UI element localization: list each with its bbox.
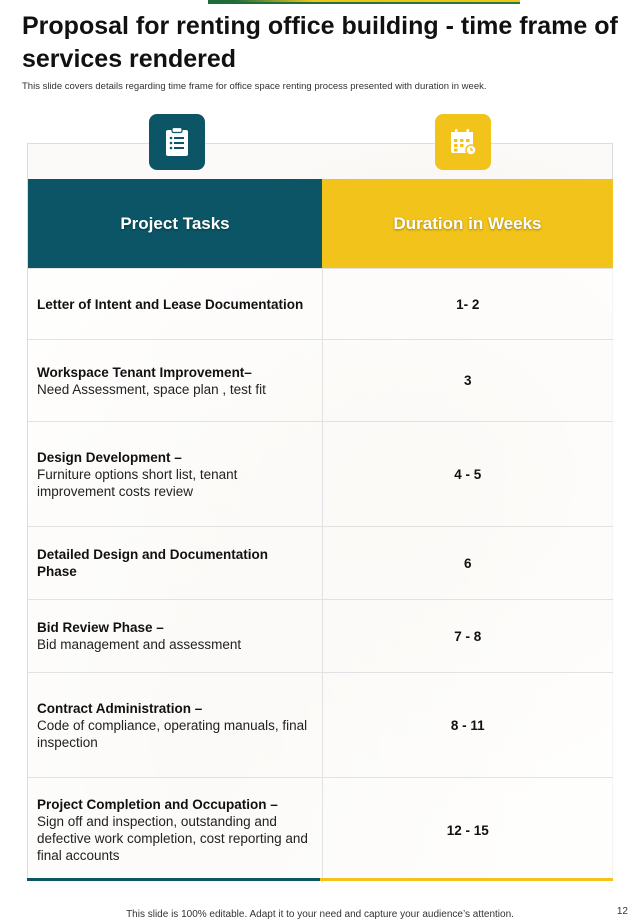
table-row [28,673,613,778]
duration-cell: 8 - 11 [322,673,613,778]
task-title: Bid Review Phase – [37,620,164,635]
task-title: Detailed Design and Documentation Phase [37,547,269,579]
task-cell [28,527,322,600]
task-description: Code of compliance, operating manuals, final inspection [37,717,308,750]
task-cell [28,422,322,527]
duration-cell: 1- 2 [322,269,613,340]
task-cell [28,269,322,340]
table-row [28,422,613,527]
duration-cell: 12 - 15 [322,778,613,883]
task-description: Bid management and assessment [37,637,242,652]
table-row [28,340,613,422]
duration-cell: 3 [322,340,613,422]
duration-cell: 6 [322,527,613,600]
page-title: Proposal for renting office building - time frame of services rendered [22,12,618,73]
table-bottom-rule [27,878,613,881]
table-row [28,778,613,883]
table-row [28,527,613,600]
task-cell [28,778,322,883]
task-cell [28,600,322,673]
header-duration-weeks: Duration in Weeks [322,179,613,269]
task-description: Need Assessment, space plan , test fit [37,381,266,397]
task-title: Design Development – [37,449,182,465]
task-title: Project Completion and Occupation – [37,797,278,813]
header-project-tasks: Project Tasks [28,179,322,269]
task-title: Contract Administration – [37,700,203,716]
page-subtitle: This slide covers details regarding time frame for office space renting process presented with duration in week. [22,81,487,92]
footer-note: This slide is 100% editable. Adapt it to your need and capture your audience’s attention. [126,909,514,920]
top-accent-bar [0,0,520,4]
task-title: Workspace Tenant Improvement– [37,364,252,380]
table-row [28,269,613,340]
task-description: Sign off and inspection, outstanding and defective work completion, cost reporting and final accounts [37,814,308,864]
duration-cell: 7 - 8 [322,600,613,673]
clipboard-icon [149,114,205,170]
task-duration-table [28,179,613,883]
task-cell [28,673,322,778]
duration-cell: 4 - 5 [322,422,613,527]
task-title: Letter of Intent and Lease Documentation [37,296,304,312]
page-number: 12 [616,906,628,917]
calendar-icon [435,114,491,170]
task-description: Furniture options short list, tenant improvement costs review [37,466,238,499]
table-header-row [28,179,613,269]
task-cell [28,340,322,422]
table-row [28,600,613,673]
